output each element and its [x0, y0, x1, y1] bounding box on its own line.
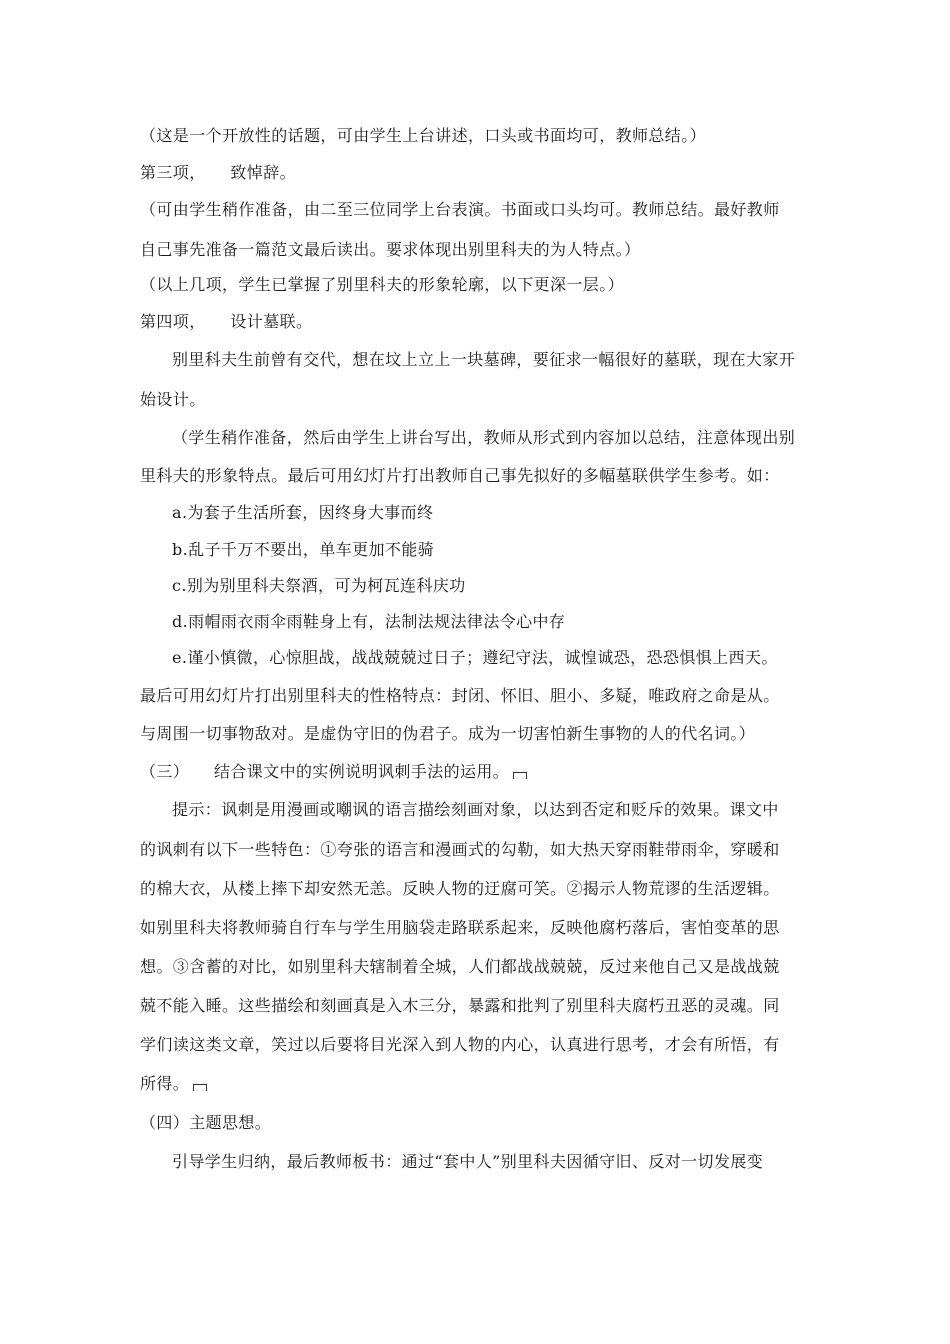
section-heading-text: （三） 结合课文中的实例说明讽刺手法的运用。: [140, 762, 510, 781]
paragraph-line: 提示：讽刺是用漫画或嘲讽的语言描绘刻画对象，以达到否定和贬斥的效果。课文中: [172, 800, 779, 819]
paragraph-line: 如别里科夫将教师骑自行车与学生用脑袋走路联系起来，反映他腐朽落后，害怕变革的思: [140, 918, 780, 937]
paragraph-line: 最后可用幻灯片打出别里科夫的性格特点：封闭、怀旧、胆小、多疑，唯政府之命是从。: [140, 686, 780, 705]
paragraph-line: 始设计。: [140, 390, 206, 409]
list-item: c.别为别里科夫祭酒，可为柯瓦连科庆功: [172, 576, 466, 595]
paragraph-line: 引导学生归纳，最后教师板书：通过“套中人”别里科夫因循守旧、反对一切发展变: [172, 1152, 764, 1171]
section-heading-four: （四）主题思想。: [140, 1113, 272, 1132]
paragraph-line: （这是一个开放性的话题，可由学生上台讲述，口头或书面均可，教师总结。）: [140, 126, 707, 145]
paragraph-line: （学生稍作准备，然后由学生上讲台写出，教师从形式到内容加以总结，注意体现出别: [172, 428, 796, 447]
paragraph-line: 想。③含蓄的对比，如别里科夫辖制着全城，人们都战战兢兢，反过来他自己又是战战兢: [140, 957, 780, 976]
paragraph-line: （以上几项，学生已掌握了别里科夫的形象轮廓，以下更深一层。）: [140, 275, 625, 294]
list-item: e.谨小慎微，心惊胆战，战战兢兢过日子；遵纪守法，诚惶诚恐，恐恐惧惧上西天。: [172, 648, 778, 667]
section-heading-third-item: 第三项， 致悼辞。: [140, 163, 297, 182]
paragraph-line: （可由学生稍作准备，由二至三位同学上台表演。书面或口头均可。教师总结。最好教师: [140, 200, 780, 219]
paragraph-line: 与周围一切事物敌对。是虚伪守旧的伪君子。成为一切害怕新生事物的人的代名词。）: [140, 724, 756, 743]
paragraph-line: 里科夫的形象特点。最后可用幻灯片打出教师自己事先拟好的多幅墓联供学生参考。如：: [140, 466, 780, 485]
paragraph-mark-icon: [513, 772, 527, 779]
section-heading-fourth-item: 第四项， 设计墓联。: [140, 312, 313, 331]
paragraph-end-text: 所得。: [140, 1074, 190, 1093]
paragraph-line: [140, 1074, 207, 1094]
list-item: d.雨帽雨衣雨伞雨鞋身上有，法制法规法律法令心中存: [172, 612, 566, 631]
section-heading-three: [140, 762, 527, 782]
paragraph-line: 的棉大衣，从楼上摔下却安然无恙。反映人物的迂腐可笑。②揭示人物荒谬的生活逻辑。: [140, 879, 780, 898]
paragraph-mark-icon: [193, 1084, 207, 1091]
list-item: b.乱子千万不要出，单车更加不能骑: [172, 540, 435, 559]
paragraph-line: 兢不能入睡。这些描绘和刻画真是入木三分，暴露和批判了别里科夫腐朽丑恶的灵魂。同: [140, 996, 780, 1015]
paragraph-line: 自己事先准备一篇范文最后读出。要求体现出别里科夫的为人特点。）: [140, 240, 641, 259]
paragraph-line: 的讽刺有以下一些特色：①夸张的语言和漫画式的勾勒，如大热天穿雨鞋带雨伞，穿暖和: [140, 840, 780, 859]
paragraph-line: 学们读这类文章，笑过以后要将目光深入到人物的内心，认真进行思考，才会有所悟，有: [140, 1035, 780, 1054]
list-item: a.为套子生活所套，因终身大事而终: [172, 503, 434, 522]
paragraph-line: 别里科夫生前曾有交代，想在坟上立上一块墓碑，要征求一幅很好的墓联，现在大家开: [172, 350, 796, 369]
